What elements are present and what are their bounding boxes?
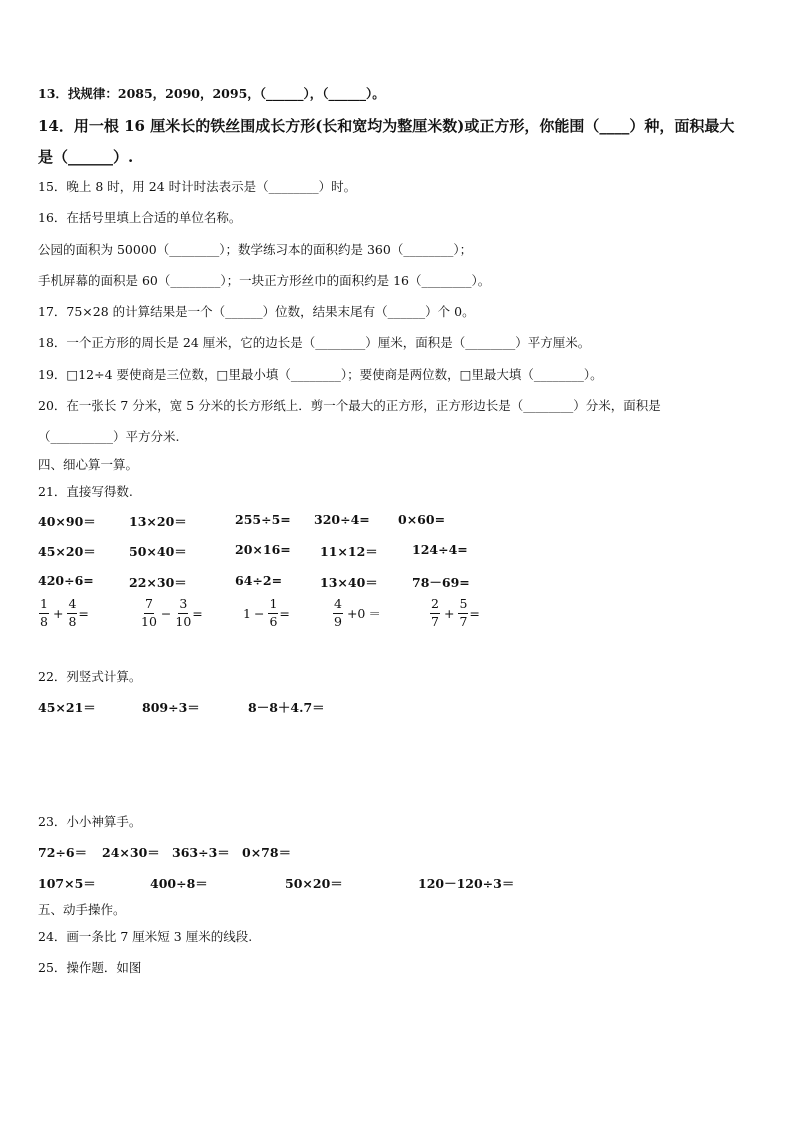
q21-r1-c4: 320÷4=: [314, 512, 370, 527]
question-18: 18．一个正方形的周长是 24 厘米，它的边长是（________）厘米，面积是（________）平方厘米。: [38, 335, 591, 350]
q21-r3-c5: 78－69=: [412, 575, 470, 590]
question-23: 23．小小神算手。: [38, 814, 142, 829]
q23-r2-c4: 120－120÷3＝: [418, 876, 515, 891]
q21-fraction-4: 4 9 +0 ＝: [334, 596, 381, 629]
q21-r2-c2: 50×40＝: [129, 544, 187, 559]
q21-r1-c2: 13×20＝: [129, 514, 187, 529]
q21-r3-c3: 64÷2=: [235, 573, 283, 588]
q21-r3-c1: 420÷6=: [38, 573, 94, 588]
q21-r2-c1: 45×20＝: [38, 544, 96, 559]
q21-r2-c4: 11×12＝: [320, 544, 378, 559]
q21-fraction-1: 1 8 + $\frac{4}{8}$ =: [40, 596, 89, 629]
q21-fraction-2: 7 10 − $\frac{3}{10}$ =: [141, 596, 203, 629]
q22-item-1: 45×21＝: [38, 700, 96, 715]
q23-r1-c3: 363÷3＝: [172, 845, 230, 860]
q21-r1-c1: 40×90＝: [38, 514, 96, 529]
question-24: 24．画一条比 7 厘米短 3 厘米的线段.: [38, 929, 253, 944]
q23-r1-c2: 24×30＝: [102, 845, 160, 860]
q21-r2-c5: 124÷4=: [412, 542, 468, 557]
q21-fraction-5: 2 7 + $\frac{5}{7}$ =: [431, 596, 480, 629]
question-17: 17．75×28 的计算结果是一个（______）位数，结果末尾有（______）个 0。: [38, 304, 475, 319]
q23-r1-c4: 0×78＝: [242, 845, 292, 860]
q23-r2-c3: 50×20＝: [285, 876, 343, 891]
question-16-row2: 手机屏幕的面积是 60（________）；一块正方形丝巾的面积约是 16（________）。: [38, 273, 491, 288]
question-25: 25．操作题．如图: [38, 960, 142, 975]
q22-item-3: 8－8＋4.7＝: [248, 700, 325, 715]
question-21: 21．直接写得数.: [38, 484, 133, 499]
question-20-line1: 20．在一张长 7 分米，宽 5 分米的长方形纸上．剪一个最大的正方形，正方形边长是（________）分米，面积是: [38, 398, 661, 413]
q22-item-2: 809÷3＝: [142, 700, 200, 715]
question-15: 15．晚上 8 时，用 24 时计时法表示是（________）时。: [38, 179, 357, 194]
q21-r1-c3: 255÷5=: [235, 512, 291, 527]
q21-fraction-3: 1 − $\frac{1}{6}$ =: [243, 596, 290, 629]
q21-r3-c2: 22×30＝: [129, 575, 187, 590]
q21-r1-c5: 0×60=: [398, 512, 446, 527]
question-19: 19．□12÷4 要使商是三位数，□里最小填（________）；要使商是两位数，□里最大填（________）。: [38, 367, 603, 382]
question-14-line1: 14．用一根 16 厘米长的铁丝围成长方形(长和宽均为整厘米数)或正方形，你能围（____）种，面积最大: [38, 117, 735, 135]
q23-r2-c1: 107×5＝: [38, 876, 96, 891]
q23-r2-c2: 400÷8＝: [150, 876, 208, 891]
question-13: 13．找规律：2085，2090，2095，（______），（______）。: [38, 86, 385, 101]
q23-r1-c1: 72÷6＝: [38, 845, 88, 860]
q21-r3-c4: 13×40＝: [320, 575, 378, 590]
question-16-row1: 公园的面积为 50000（________）；数学练习本的面积约是 360（________）；: [38, 242, 473, 257]
question-20-line2: （__________）平方分米.: [38, 429, 180, 444]
section-5-heading: 五、动手操作。: [38, 902, 126, 917]
question-16: 16．在括号里填上合适的单位名称。: [38, 210, 242, 225]
q21-r2-c3: 20×16=: [235, 542, 291, 557]
section-4-heading: 四、细心算一算。: [38, 457, 139, 472]
question-14-line2: 是（______）.: [38, 148, 134, 166]
question-22: 22．列竖式计算。: [38, 669, 142, 684]
